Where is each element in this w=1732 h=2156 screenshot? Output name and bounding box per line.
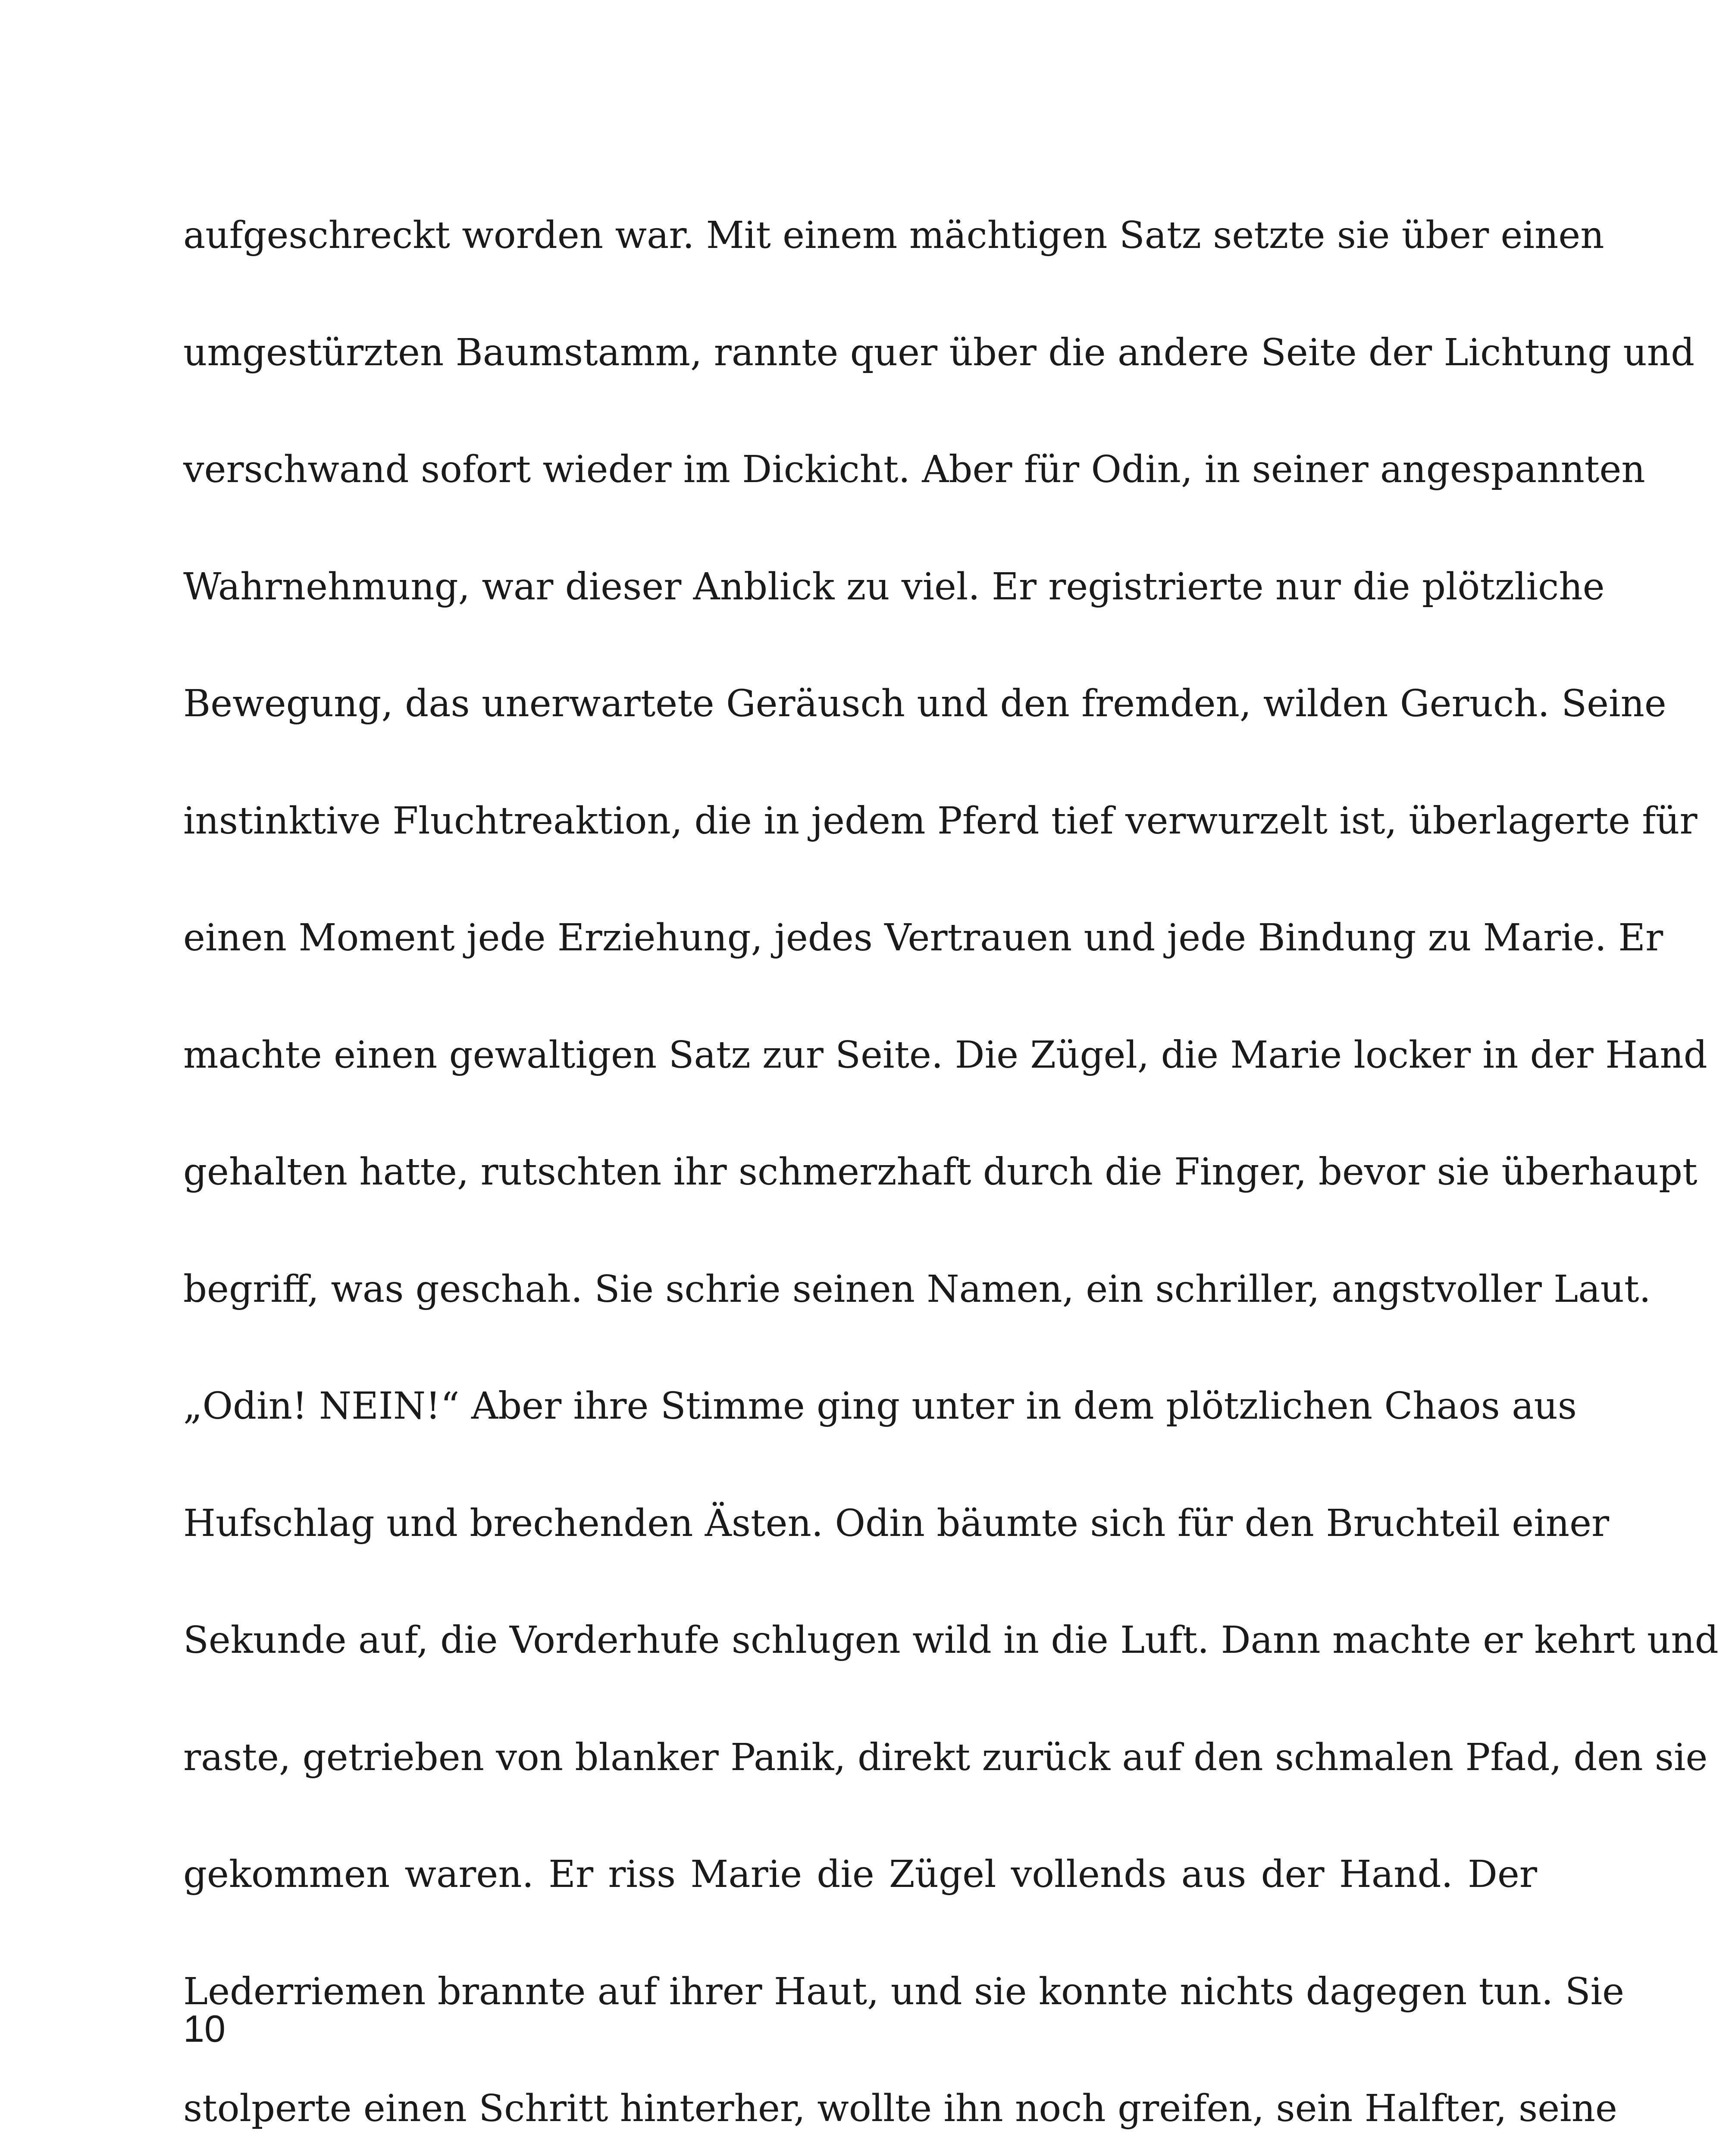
text-line: aufgeschreckt worden war. Mit einem mächtigen Satz setzte sie über einen — [183, 214, 1604, 257]
text-line: Hufschlag und brechenden Ästen. Odin bäumte sich für den Bruchteil einer — [183, 1501, 1610, 1545]
text-line: „Odin! NEIN!“ Aber ihre Stimme ging unter in dem plötzlichen Chaos aus — [183, 1385, 1577, 1428]
text-line: gehalten hatte, rutschten ihr schmerzhaft durch die Finger, bevor sie überhaupt — [183, 1150, 1698, 1194]
text-line: raste, getrieben von blanker Panik, direkt zurück auf den schmalen Pfad, den sie — [183, 1736, 1708, 1779]
text-line: Lederriemen brannte auf ihrer Haut, und sie konnte nichts dagegen tun. Sie — [183, 1970, 1625, 2013]
text-line: Sekunde auf, die Vorderhufe schlugen wild in die Luft. Dann machte er kehrt und — [183, 1619, 1719, 1662]
text-line: instinktive Fluchtreaktion, die in jedem Pferd tief verwurzelt ist, überlagerte für — [183, 799, 1698, 843]
page-number: 10 — [183, 2007, 226, 2050]
text-line: verschwand sofort wieder im Dickicht. Aber für Odin, in seiner angespannten — [183, 448, 1645, 491]
body-text — [183, 206, 1719, 2156]
text-line: umgestürzten Baumstamm, rannte quer über die andere Seite der Lichtung und — [183, 331, 1695, 374]
text-line: Bewegung, das unerwartete Geräusch und den fremden, wilden Geruch. Seine — [183, 682, 1666, 725]
text-line: Wahrnehmung, war dieser Anblick zu viel. Er registrierte nur die plötzliche — [183, 565, 1605, 608]
text-line: gekommen waren. Er riss Marie die Zügel vollends aus der Hand. Der — [183, 1853, 1537, 1896]
text-line: machte einen gewaltigen Satz zur Seite. Die Zügel, die Marie locker in der Hand — [183, 1033, 1707, 1077]
text-line: begriff, was geschah. Sie schrie seinen Namen, ein schriller, angstvoller Laut. — [183, 1267, 1651, 1311]
text-line: stolperte einen Schritt hinterher, wollte ihn noch greifen, sein Halfter, seine — [183, 2087, 1617, 2130]
text-line: einen Moment jede Erziehung, jedes Vertrauen und jede Bindung zu Marie. Er — [183, 916, 1663, 959]
